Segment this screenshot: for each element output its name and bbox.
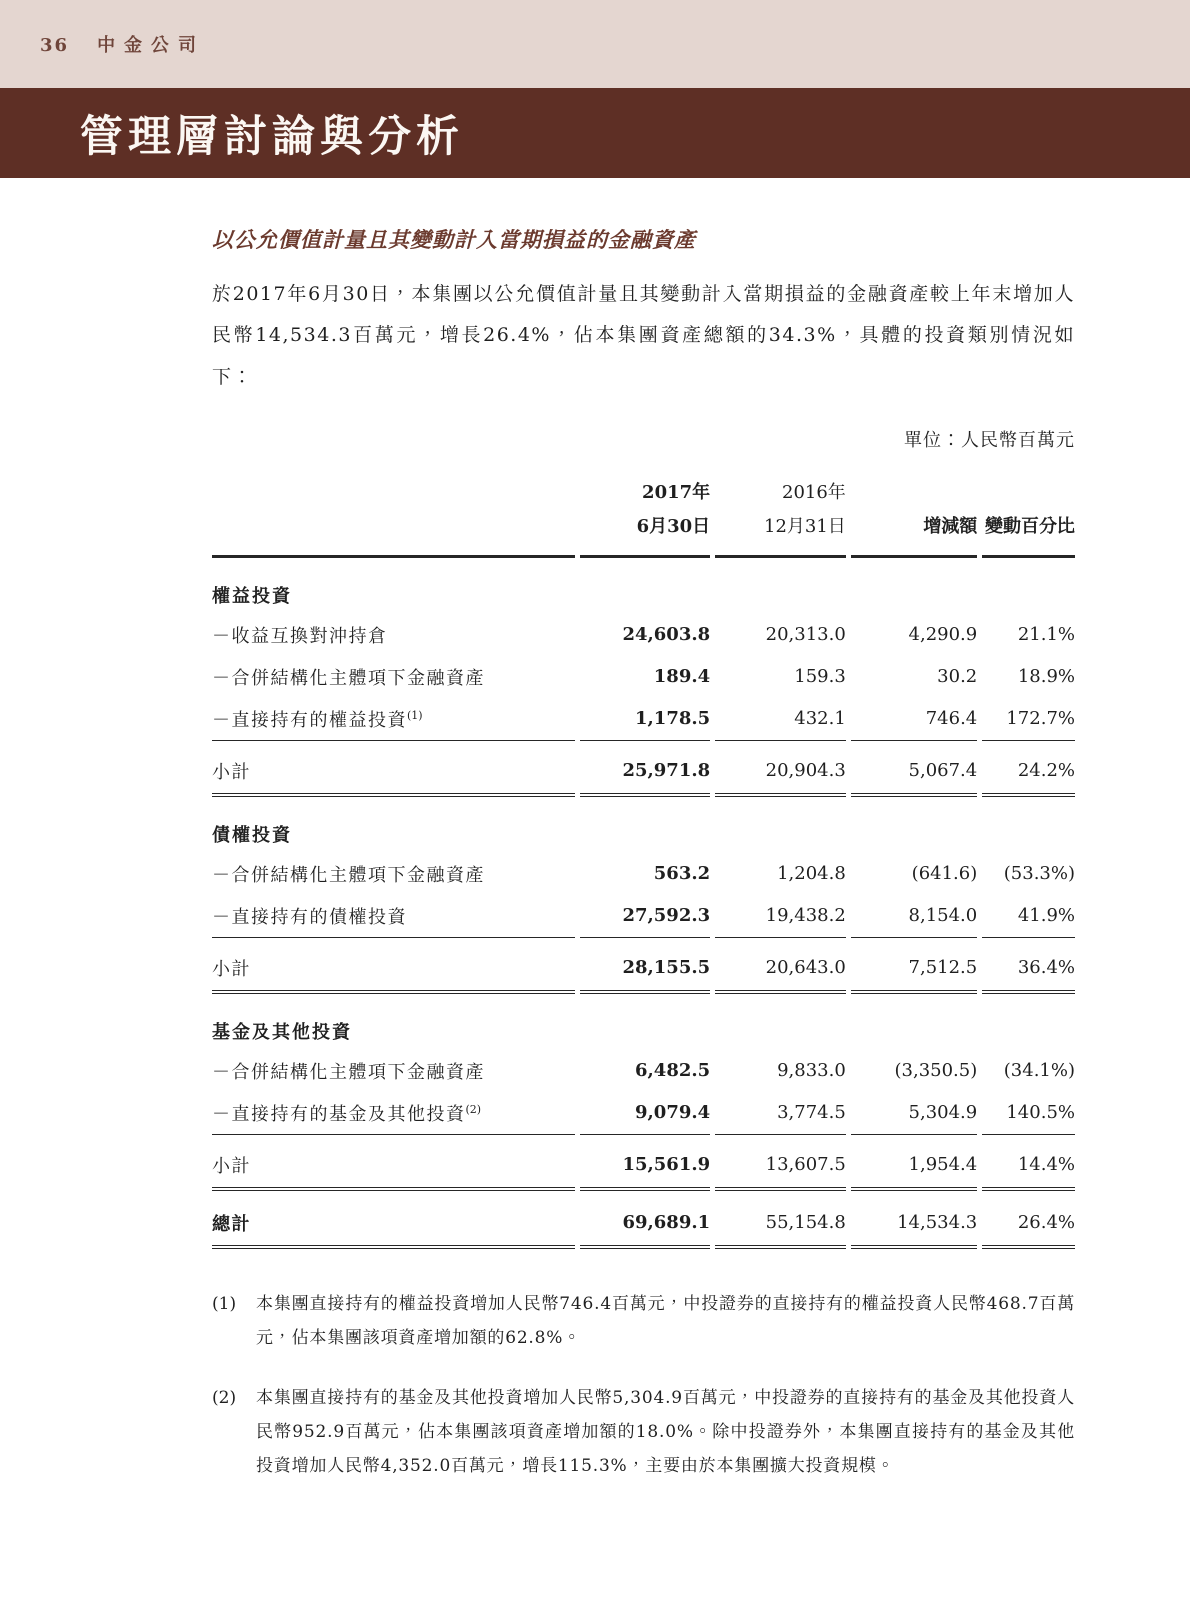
value-2017: 6,482.5 xyxy=(635,1060,711,1082)
subtotal-2017: 28,155.5 xyxy=(580,938,711,994)
subtotal-change: 1,954.4 xyxy=(851,1135,977,1191)
value-2016: 20,313.0 xyxy=(765,624,846,646)
subtotal-2016: 20,904.3 xyxy=(715,741,846,797)
row-label xyxy=(212,614,575,656)
subtotal-2017: 15,561.9 xyxy=(580,1135,711,1191)
subtotal-label: 小計 xyxy=(212,1135,575,1191)
table-row xyxy=(212,614,1075,656)
header-label-blank xyxy=(212,476,575,558)
value-2016: 3,774.5 xyxy=(715,1092,846,1135)
intro-paragraph: 於2017年6月30日，本集團以公允價值計量且其變動計入當期損益的金融資產較上年末增加人民幣14,534.3百萬元，增長26.4%，佔本集團資產總額的34.3%，具體的投資類別情況如下： xyxy=(212,283,1075,388)
subtotal-change-pct: 36.4% xyxy=(982,938,1075,994)
value-change: 4,290.9 xyxy=(908,624,978,646)
table-header-row xyxy=(212,476,1075,558)
subtotal-2017: 25,971.8 xyxy=(580,741,711,797)
header-2016 xyxy=(715,476,846,558)
value-2016: 9,833.0 xyxy=(777,1060,846,1082)
row-label xyxy=(212,698,575,741)
value-2017: 24,603.8 xyxy=(622,624,711,646)
value-2016: 19,438.2 xyxy=(715,895,846,938)
row-label-text: －收益互換對沖持倉 xyxy=(212,625,388,647)
value-2016: 159.3 xyxy=(794,666,846,688)
total-label: 總計 xyxy=(212,1191,575,1249)
row-label-text: －合併結構化主體項下金融資產 xyxy=(212,667,485,689)
table-row xyxy=(212,895,1075,938)
page-header xyxy=(40,31,205,57)
row-label-text: －合併結構化主體項下金融資產 xyxy=(212,1061,485,1083)
value-change: 30.2 xyxy=(937,666,978,688)
row-label-text: －直接持有的基金及其他投資 xyxy=(212,1103,466,1125)
footnote-marker: (2) xyxy=(212,1387,237,1408)
header-2016-year: 2016年 xyxy=(782,482,846,504)
value-change-pct: (34.1%) xyxy=(1003,1060,1075,1082)
table-row xyxy=(212,1092,1075,1135)
value-change-pct: 21.1% xyxy=(1017,624,1075,646)
row-label xyxy=(212,853,575,895)
table-row xyxy=(212,853,1075,895)
row-label xyxy=(212,656,575,698)
value-change-pct: 18.9% xyxy=(1017,666,1075,688)
section-header-funds: 基金及其他投資 xyxy=(212,1021,352,1043)
total-2017: 69,689.1 xyxy=(580,1191,711,1249)
total-row xyxy=(212,1191,1075,1249)
value-2017: 9,079.4 xyxy=(580,1092,711,1135)
value-change: (641.6) xyxy=(911,863,978,885)
total-2016: 55,154.8 xyxy=(715,1191,846,1249)
unit-label: 單位：人民幣百萬元 xyxy=(904,430,1075,452)
footnote-ref-1: (1) xyxy=(407,708,423,722)
chapter-banner xyxy=(0,88,1190,178)
subtotal-label: 小計 xyxy=(212,938,575,994)
header-change-pct: 變動百分比 xyxy=(982,476,1075,558)
total-change: 14,534.3 xyxy=(851,1191,977,1249)
section-header-row xyxy=(212,558,1075,614)
value-change-pct: 41.9% xyxy=(982,895,1075,938)
row-label-text: －合併結構化主體項下金融資產 xyxy=(212,864,485,886)
value-change: 8,154.0 xyxy=(851,895,977,938)
subtotal-row xyxy=(212,1135,1075,1191)
header-2017-date: 6月30日 xyxy=(636,515,711,537)
value-change-pct: 172.7% xyxy=(982,698,1075,741)
subtotal-2016: 13,607.5 xyxy=(715,1135,846,1191)
subtotal-label: 小計 xyxy=(212,741,575,797)
header-2016-date: 12月31日 xyxy=(764,515,846,537)
section-heading: 以公允價值計量且其變動計入當期損益的金融資產 xyxy=(212,227,696,252)
header-change: 增減額 xyxy=(851,476,977,558)
row-label-text: －直接持有的權益投資 xyxy=(212,709,407,731)
section-header-row xyxy=(212,994,1075,1050)
company-name: 中金公司 xyxy=(97,35,206,56)
total-change-pct: 26.4% xyxy=(982,1191,1075,1249)
row-label xyxy=(212,895,575,938)
subtotal-change-pct: 14.4% xyxy=(982,1135,1075,1191)
footnote-2 xyxy=(212,1381,1075,1483)
footnote-text: 本集團直接持有的權益投資增加人民幣746.4百萬元，中投證券的直接持有的權益投資人民幣468.7百萬元，佔本集團該項資產增加額的62.8%。 xyxy=(256,1293,1075,1348)
subtotal-change-pct: 24.2% xyxy=(982,741,1075,797)
content-column xyxy=(212,224,1075,1483)
header-2017-year: 2017年 xyxy=(642,482,711,504)
chapter-title: 管理層討論與分析 xyxy=(80,111,464,162)
value-2017: 189.4 xyxy=(653,666,711,688)
section-header-debt: 債權投資 xyxy=(212,824,292,846)
subtotal-change: 7,512.5 xyxy=(851,938,977,994)
page-header-strip xyxy=(0,0,1190,88)
value-2016: 432.1 xyxy=(715,698,846,741)
row-label xyxy=(212,1092,575,1135)
table-row xyxy=(212,1050,1075,1092)
subtotal-row xyxy=(212,741,1075,797)
financial-assets-table xyxy=(207,476,1080,1249)
page-number: 36 xyxy=(40,35,70,56)
subtotal-2016: 20,643.0 xyxy=(715,938,846,994)
value-change: 5,304.9 xyxy=(851,1092,977,1135)
value-2017: 1,178.5 xyxy=(580,698,711,741)
table-row xyxy=(212,656,1075,698)
value-change: (3,350.5) xyxy=(894,1060,978,1082)
row-label xyxy=(212,1050,575,1092)
section-header-row xyxy=(212,797,1075,853)
header-2017 xyxy=(580,476,711,558)
value-change-pct: 140.5% xyxy=(982,1092,1075,1135)
value-change-pct: (53.3%) xyxy=(1003,863,1075,885)
footnote-text: 本集團直接持有的基金及其他投資增加人民幣5,304.9百萬元，中投證券的直接持有的基金及其他投資人民幣952.9百萬元，佔本集團該項資產增加額的18.0%。除中投證券外，本集團直接持有的基金及其他投資增加人民幣4,352.0百萬元，增長115.3%，主要由於本集團擴大投資規模。 xyxy=(256,1387,1075,1476)
footnote-ref-2: (2) xyxy=(465,1102,482,1116)
footnote-marker: (1) xyxy=(212,1293,237,1314)
footnote-1 xyxy=(212,1287,1075,1355)
value-2016: 1,204.8 xyxy=(777,863,846,885)
section-header-equity: 權益投資 xyxy=(212,585,292,607)
subtotal-change: 5,067.4 xyxy=(851,741,977,797)
value-2017: 563.2 xyxy=(653,863,711,885)
subtotal-row xyxy=(212,938,1075,994)
table-row xyxy=(212,698,1075,741)
row-label-text: －直接持有的債權投資 xyxy=(212,906,407,928)
value-change: 746.4 xyxy=(851,698,977,741)
value-2017: 27,592.3 xyxy=(580,895,711,938)
